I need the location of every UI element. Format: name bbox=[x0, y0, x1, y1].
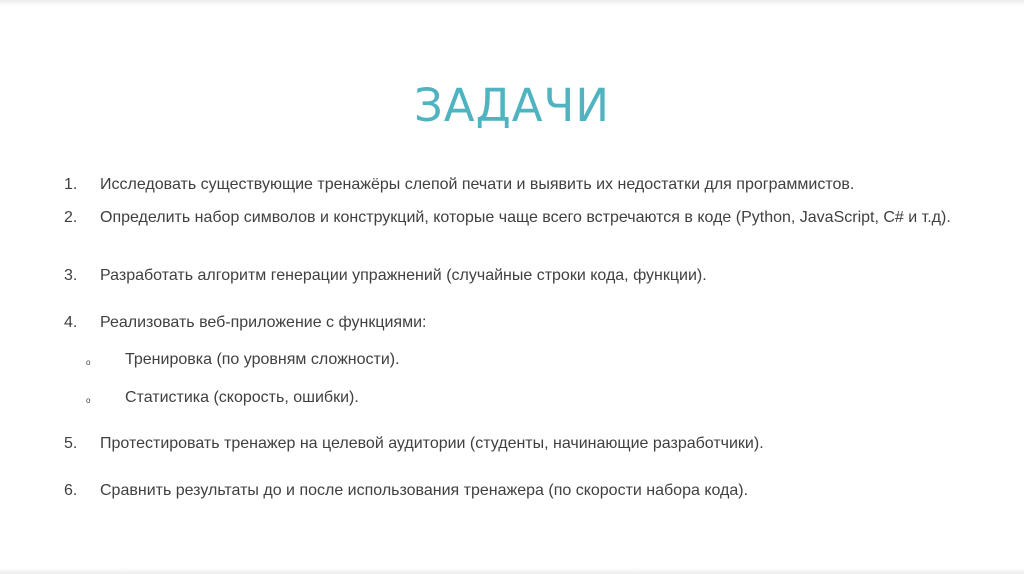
item-number: 2. bbox=[64, 209, 78, 226]
hollow-bullet-icon: o bbox=[86, 358, 91, 367]
hollow-bullet-icon: o bbox=[86, 396, 91, 405]
item-number: 1. bbox=[64, 176, 78, 193]
slide-title: ЗАДАЧИ bbox=[413, 79, 611, 132]
item-number: 3. bbox=[64, 267, 78, 284]
sub-item-text: Тренировка (по уровням сложности). bbox=[125, 351, 400, 368]
sub-item-text: Статистика (скорость, ошибки). bbox=[125, 389, 359, 406]
item-text: Протестировать тренажер на целевой аудитории (студенты, начинающие разработчики). bbox=[100, 435, 764, 452]
item-number: 4. bbox=[64, 314, 78, 331]
item-number: 5. bbox=[64, 435, 78, 452]
item-text: Исследовать существующие тренажёры слепой печати и выявить их недостатки для программистов. bbox=[100, 176, 855, 193]
item-text: Определить набор символов и конструкций, которые чаще всего встречаются в коде (Python, JavaScript, C# и т.д). bbox=[100, 209, 951, 226]
slide-bottom-edge bbox=[0, 568, 1024, 574]
item-text: Реализовать веб-приложение с функциями: bbox=[100, 314, 427, 331]
item-text: Разработать алгоритм генерации упражнений (случайные строки кода, функции). bbox=[100, 267, 707, 284]
item-text: Сравнить результаты до и после использования тренажера (по скорости набора кода). bbox=[100, 482, 749, 499]
item-number: 6. bbox=[64, 482, 78, 499]
